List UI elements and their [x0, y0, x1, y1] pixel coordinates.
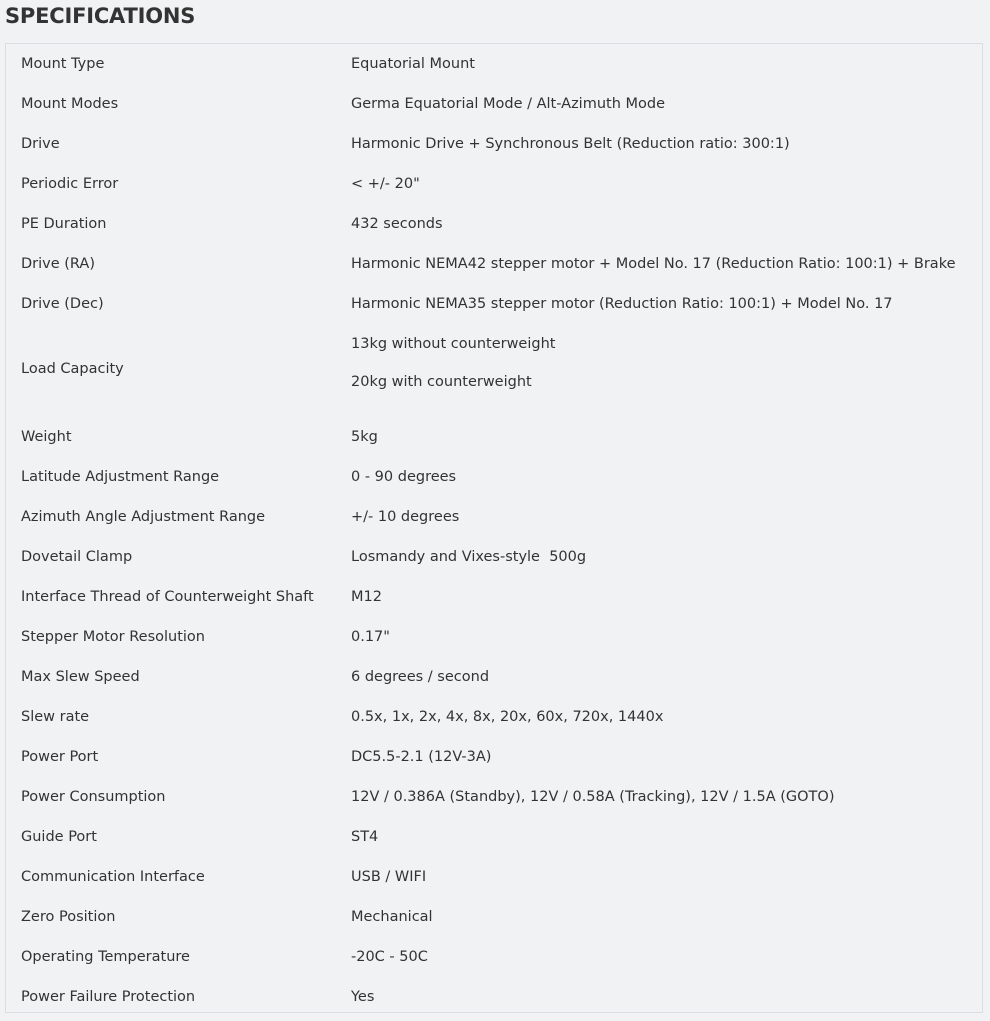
spec-value: Yes [351, 989, 375, 1005]
spec-row-drive [6, 124, 982, 164]
spec-value: +/- 10 degrees [351, 509, 460, 525]
spec-value: Losmandy and Vixes-style 500g [351, 549, 587, 565]
spec-row-azimuth-range [6, 497, 982, 537]
spec-value: 12V / 0.386A (Standby), 12V / 0.58A (Tracking), 12V / 1.5A (GOTO) [351, 789, 835, 805]
spec-row-counterweight-thread [6, 577, 982, 617]
spec-value: Harmonic NEMA42 stepper motor + Model No. 17 (Reduction Ratio: 100:1) + Brake [351, 256, 956, 272]
spec-row-power-port [6, 737, 982, 777]
spec-row-drive-ra [6, 244, 982, 284]
spec-table [6, 44, 982, 1017]
spec-row-mount-modes [6, 84, 982, 124]
spec-value-line-1: 13kg without counterweight [351, 336, 556, 352]
spec-row-max-slew-speed [6, 657, 982, 697]
spec-value: ST4 [351, 829, 379, 845]
spec-label: Max Slew Speed [21, 669, 140, 685]
spec-row-power-failure [6, 977, 982, 1017]
spec-table-container [5, 43, 983, 1013]
spec-label: Power Failure Protection [21, 989, 196, 1005]
spec-row-operating-temp [6, 937, 982, 977]
spec-row-stepper-resolution [6, 617, 982, 657]
spec-value: Harmonic Drive + Synchronous Belt (Reduction ratio: 300:1) [351, 136, 790, 152]
spec-label: Mount Modes [21, 96, 119, 112]
spec-label: PE Duration [21, 216, 107, 232]
spec-row-mount-type [6, 44, 982, 84]
spec-label: Interface Thread of Counterweight Shaft [21, 589, 314, 605]
spec-row-latitude-range [6, 457, 982, 497]
spec-value: < +/- 20" [351, 176, 420, 192]
spec-row-periodic-error [6, 164, 982, 204]
spec-value: 6 degrees / second [351, 669, 490, 685]
spec-label: Communication Interface [21, 869, 205, 885]
spec-row-zero-position [6, 897, 982, 937]
spec-label: Drive [21, 136, 60, 152]
spec-label: Azimuth Angle Adjustment Range [21, 509, 266, 525]
spec-label: Power Port [21, 749, 99, 765]
spec-value: 432 seconds [351, 216, 443, 232]
spec-value: M12 [351, 589, 382, 605]
spec-label: Drive (Dec) [21, 296, 104, 312]
spec-label: Weight [21, 429, 72, 445]
spec-value: DC5.5-2.1 (12V-3A) [351, 749, 492, 765]
spec-row-guide-port [6, 817, 982, 857]
spec-label: Slew rate [21, 709, 90, 725]
spec-label: Zero Position [21, 909, 116, 925]
spec-row-communication [6, 857, 982, 897]
spec-value: -20C - 50C [351, 949, 428, 965]
spec-value: 0.17" [351, 629, 390, 645]
spec-value: Harmonic NEMA35 stepper motor (Reduction Ratio: 100:1) + Model No. 17 [351, 296, 893, 312]
spec-label: Periodic Error [21, 176, 119, 192]
spec-label: Load Capacity [21, 361, 124, 377]
spec-row-weight [6, 417, 982, 457]
spec-label: Operating Temperature [21, 949, 190, 965]
spec-row-dovetail-clamp [6, 537, 982, 577]
spec-value-line-2: 20kg with counterweight [351, 374, 532, 390]
spec-label: Dovetail Clamp [21, 549, 133, 565]
spec-row-drive-dec [6, 284, 982, 324]
spec-row-load-capacity [6, 324, 982, 417]
spec-label: Mount Type [21, 56, 105, 72]
spec-value: 5kg [351, 429, 378, 445]
spec-label: Latitude Adjustment Range [21, 469, 220, 485]
section-title: SPECIFICATIONS [5, 4, 196, 28]
spec-label: Guide Port [21, 829, 97, 845]
spec-value: 0 - 90 degrees [351, 469, 457, 485]
spec-row-pe-duration [6, 204, 982, 244]
spec-value: 0.5x, 1x, 2x, 4x, 8x, 20x, 60x, 720x, 1440x [351, 709, 664, 725]
spec-value: Mechanical [351, 909, 433, 925]
spec-label: Power Consumption [21, 789, 166, 805]
spec-value: USB / WIFI [351, 869, 427, 885]
spec-row-slew-rate [6, 697, 982, 737]
spec-value: Germa Equatorial Mode / Alt-Azimuth Mode [351, 96, 666, 112]
spec-label: Stepper Motor Resolution [21, 629, 205, 645]
spec-label: Drive (RA) [21, 256, 95, 272]
spec-value: Equatorial Mount [351, 56, 475, 72]
spec-row-power-consumption [6, 777, 982, 817]
